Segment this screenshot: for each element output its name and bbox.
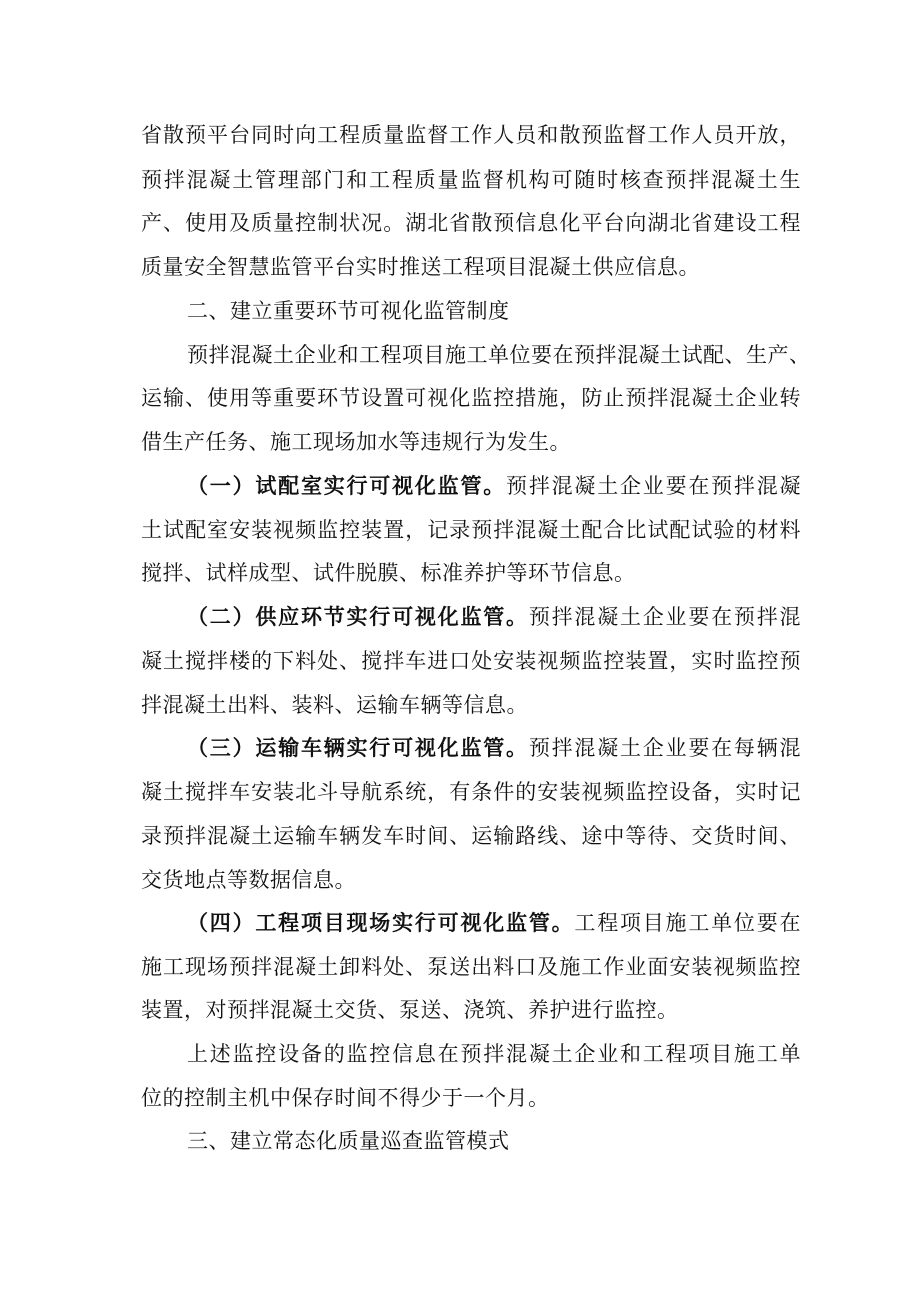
paragraph-line: 拌混凝土出料、装料、运输车辆等信息。: [141, 693, 528, 717]
paragraph-line: 交货地点等数据信息。: [141, 868, 356, 892]
item-text: 预拌混凝土企业要在预拌混凝: [506, 474, 802, 498]
item-first-line: [187, 907, 801, 939]
paragraph-line: 质量安全智慧监管平台实时推送工程项目混凝土供应信息。: [141, 255, 700, 279]
paragraph-line: 土试配室安装视频监控装置，记录预拌混凝土配合比试配试验的材料: [141, 518, 801, 542]
paragraph-line: 上述监控设备的监控信息在预拌混凝土企业和工程项目施工单: [187, 1042, 801, 1066]
section-heading: 三、建立常态化质量巡查监管模式: [187, 1129, 510, 1153]
paragraph-line: 预拌混凝土管理部门和工程质量监督机构可随时核查预拌混凝土生: [141, 168, 801, 192]
paragraph-line: 凝土搅拌楼的下料处、搅拌车进口处安装视频监控装置，实时监控预: [141, 649, 801, 673]
paragraph-line: 位的控制主机中保存时间不得少于一个月。: [141, 1086, 550, 1110]
paragraph-line: 预拌混凝土企业和工程项目施工单位要在预拌混凝土试配、生产、: [187, 343, 811, 367]
paragraph-line: 录预拌混凝土运输车辆发车时间、运输路线、途中等待、交货时间、: [141, 824, 801, 848]
item-text: 预拌混凝土企业要在每辆混: [528, 736, 802, 760]
paragraph-line: 运输、使用等重要环节设置可视化监控措施，防止预拌混凝土企业转: [141, 386, 801, 410]
paragraph-line: 省散预平台同时向工程质量监督工作人员和散预监督工作人员开放，: [141, 123, 801, 147]
item-text: 预拌混凝土企业要在预拌混: [528, 605, 802, 629]
item-first-line: [187, 732, 801, 764]
item-bold-title: （一）试配室实行可视化监管。: [187, 474, 507, 498]
item-first-line: [187, 601, 801, 633]
item-bold-title: （三）运输车辆实行可视化监管。: [187, 736, 529, 760]
paragraph-line: 施工现场预拌混凝土卸料处、泵送出料口及施工作业面安装视频监控: [141, 955, 801, 979]
item-text: 工程项目施工单位要在: [574, 911, 802, 935]
item-bold-title: （二）供应环节实行可视化监管。: [187, 605, 529, 629]
section-heading: 二、建立重要环节可视化监管制度: [187, 299, 510, 323]
paragraph-line: 借生产任务、施工现场加水等违规行为发生。: [141, 430, 571, 454]
paragraph-line: 搅拌、试样成型、试件脱膜、标准养护等环节信息。: [141, 561, 636, 585]
item-bold-title: （四）工程项目现场实行可视化监管。: [187, 911, 575, 935]
paragraph-line: 装置，对预拌混凝土交货、泵送、浇筑、养护进行监控。: [141, 998, 679, 1022]
paragraph-line: 产、使用及质量控制状况。湖北省散预信息化平台向湖北省建设工程: [141, 211, 801, 235]
paragraph-line: 凝土搅拌车安装北斗导航系统，有条件的安装视频监控设备，实时记: [141, 780, 801, 804]
item-first-line: [187, 470, 801, 502]
